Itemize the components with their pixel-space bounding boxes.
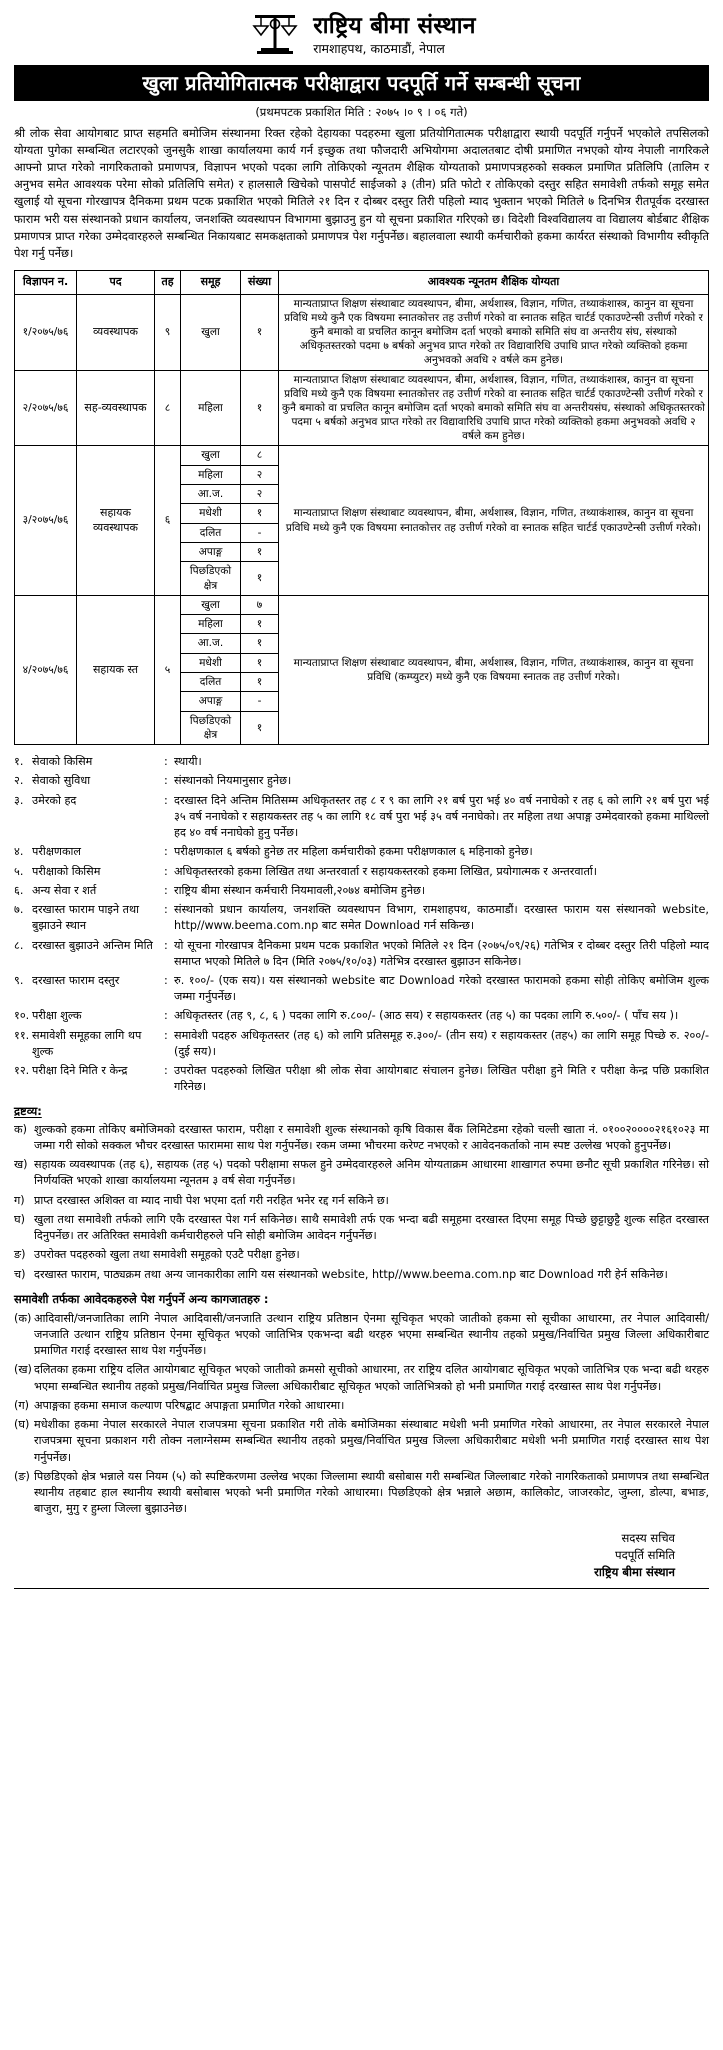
publish-date: (प्रथमपटक प्रकाशित मिति : २०७५ ।० ९ । ०६ गते) xyxy=(255,105,468,119)
cell-group: महिला xyxy=(181,465,241,484)
detail-colon: : xyxy=(164,1028,168,1042)
cell-count: १ xyxy=(241,370,279,446)
detail-colon: : xyxy=(164,774,168,788)
cell-count: १ xyxy=(241,562,279,596)
detail-number: २. xyxy=(14,774,24,788)
detail-value: यो सूचना गोरखापत्र दैनिकमा प्रथम पटक प्रकाशित भएको मितिले २१ दिन (२०७५/०९/२६) गतेभित्र र दोब्बर दस्तुर तिरी पहिलो म्याद समाप्त भएको मितिले ७ दिन (मिति २०७५/१०/०३) गतेभित्र दरखास्त बुझाउन सकिनेछ। xyxy=(174,938,709,968)
inclusive-title: समावेशी तर्फका आवेदकहरुले पेश गर्नुपर्ने अन्य कागजातहरु : xyxy=(14,1291,269,1306)
cell-group: महिला xyxy=(181,370,241,446)
detail-value: उपरोक्त पदहरुको लिखित परीक्षा श्री लोक सेवा आयोगबाट संचालन हुनेछ। लिखित परीक्षा हुने मिति र परीक्षा केन्द्र पछि प्रकाशित गरिनेछ। xyxy=(174,1064,709,1094)
detail-item xyxy=(14,883,709,899)
detail-item xyxy=(14,1008,709,1024)
organization-address: रामशाहपथ, काठमाडौं, नेपाल xyxy=(313,40,445,56)
note-item xyxy=(14,1157,709,1189)
cell-post: सहायक व्यवस्थापक xyxy=(77,446,155,595)
detail-label: परीक्षा शुल्क xyxy=(32,1009,82,1023)
cell-count: १ xyxy=(241,615,279,634)
note-text: प्राप्त दरखास्त अशिक्त वा म्याद नाघी पेश भएमा दर्ता गरी नरहित भनेर रद्द गर्न सकिने छ। xyxy=(34,1193,389,1207)
inclusive-item xyxy=(14,1311,709,1360)
signature-organization: राष्ट्रिय बीमा संस्थान xyxy=(594,1565,675,1580)
detail-label: परीक्षाको किसिम xyxy=(32,864,101,878)
cell-level: ६ xyxy=(155,446,181,595)
detail-item xyxy=(14,864,709,880)
th-post: पद xyxy=(77,270,155,294)
detail-item xyxy=(14,973,709,1005)
table-row xyxy=(15,294,709,370)
cell-post: सहायक स्त xyxy=(77,595,155,744)
cell-group: खुला xyxy=(181,446,241,465)
th-group: समूह xyxy=(181,270,241,294)
note-text: सहायक व्यवस्थापक (तह ६), सहायक (तह ५) पदको परीक्षामा सफल हुने उम्मेदवारहरुले अनिम योग्यताक्रम आधारमा शाखागत रुपमा छनौट सूची प्रकाशित गरिनेछ। सो निर्णयक्ति भएको शाखा कार्यालयमा न्यूनतम ३ वर्ष सेवा गर्नुपर्नेछ। xyxy=(34,1158,709,1188)
cell-ad-no: १/२०७५/७६ xyxy=(15,294,77,370)
signature-block xyxy=(14,1530,709,1582)
detail-item xyxy=(14,773,709,789)
detail-label: परीक्षा दिने मिति र केन्द्र xyxy=(32,1064,128,1078)
th-count: संख्या xyxy=(241,270,279,294)
detail-number: ६. xyxy=(14,883,24,897)
detail-colon: : xyxy=(164,1009,168,1023)
note-item xyxy=(14,1122,709,1154)
th-ad-no: विज्ञापन न. xyxy=(15,270,77,294)
detail-label: उमेरको हद xyxy=(32,793,77,807)
cell-count: १ xyxy=(241,634,279,653)
detail-value: स्थायी। xyxy=(174,755,202,769)
cell-group: अपाङ्ग xyxy=(181,692,241,711)
note-item xyxy=(14,1267,709,1283)
detail-value: रु. १००/- (एक सय)। यस संस्थानको website बाट Download गरेको दरखास्त फारामको हकमा सोही तोकिए बमोजिम शुल्क जम्मा गर्नुपर्नेछ। xyxy=(174,974,709,1004)
detail-number: १२. xyxy=(14,1064,30,1078)
detail-colon: : xyxy=(164,903,168,917)
cell-ad-no: ३/२०७५/७६ xyxy=(15,446,77,595)
cell-count: १ xyxy=(241,653,279,672)
intro-paragraph: श्री लोक सेवा आयोगबाट प्राप्त सहमति बमोजिम संस्थानमा रिक्त रहेको देहायका पदहरुमा खुला प्रतियोगितात्मक परीक्षाद्वारा स्थायी पदपूर्ति गर्नुपर्ने भएकोले तपसिलको योग्यता पुगेका सम्बन्धित लटारएको जुनसुकै शाखा कार्यालयमा कार्य गर्न इच्छुक तथा फौजदारी अभियोगमा अदालतबाट दोषी प्रमाणित नभएको योग्य नेपाली नागरिकले आफ्नो प्राप्त गरेको नागरिकताको प्रमाणपत्र, विज्ञापन भएको पदका लागि तोकिएको न्यूनतम शैक्षिक योग्यताको प्रमाणपत्रहरुको सक्कल प्रमाणित प्रतिलिपि (तालिम र अनुभव समेत आवश्यक परेमा सोको प्रतिलिपि समेत) र हालसालै खिचेको पासपोर्ट साईजको ३ (तीन) प्रति फोटो र तोकिएको दस्तुर सहित समावेशी तर्फको समूह समेत खुलाई यो सूचना गोरखापत्र दैनिकमा प्रथम पटक प्रकाशित भएको मितिले २१ दिन र दोब्बर दस्तुर तिरी पहिलो म्याद भुक्तान भएको मितिले ७ दिनभित्र रीतपूर्वक दरखास्त फाराम भरी यस संस्थानको प्रधान कार्यालय, जनशक्ति व्यवस्थापन विभागमा बुझाउनु हुन यो सूचना प्रकाशित गरिएको छ। विदेशी विश्वविद्यालय वा विद्यालय बोर्डबाट शैक्षिक प्रमाणपत्र प्राप्त गरेका उम्मेदवारहरुले सम्बन्धित निकायबाट समकक्षताको प्रमाणपत्र पेश गर्नुपर्नेछ। बहालवाला स्थायी कर्मचारीको हकमा कार्यरत संस्थाको विभागीय स्वीकृति पेश गर्नु पर्नेछ। xyxy=(14,126,709,260)
inclusive-text: दलितका हकमा राष्ट्रिय दलित आयोगबाट सूचिकृत भएको जातीको क्रमसो सूचीको आधारमा, तर राष्ट्रिय दलित आयोगबाट सूचिकृत भएको जातिभित्र एक भन्दा बढी थरहरु भएमा सम्बन्धित स्थानीय तहको प्रमुख/निर्वाचित प्रमुख जिल्ला अधिकारीबाट सूचिकृत भएको जातिभित्रको हो भनी प्रमाणित गराई दरखास्त साथ पेश गर्नुपर्नेछ। xyxy=(34,1363,709,1393)
cell-group: पिछडिएको क्षेत्र xyxy=(181,711,241,745)
detail-number: ४. xyxy=(14,845,24,859)
detail-value: दरखास्त दिने अन्तिम मितिसम्म अधिकृतस्तर तह ८ र ९ का लागि २१ बर्ष पुरा भई ४० वर्ष ननाघेको र तह ६ को लागि २१ बर्ष पुरा भई ३५ वर्ष ननाघेको र सहायकस्तर तह ५ का लागि १८ वर्ष पुरा भई ३५ वर्ष ननाघेको। तर महिला तथा अपाङ्ग उम्मेदवारको हकमा माथिल्लो हद ४० वर्ष ननाघेको हुनु पर्नेछ। xyxy=(174,793,709,840)
details-list xyxy=(14,754,709,1095)
detail-number: ९. xyxy=(14,974,24,987)
detail-label: दरखास्त बुझाउने अन्तिम मिति xyxy=(32,938,153,952)
inclusive-list xyxy=(14,1311,709,1518)
cell-count: - xyxy=(241,692,279,711)
inclusive-text: अपाङ्गका हकमा समाज कल्याण परिषद्बाट अपाङ्गता प्रमाणित गरेको आधारमा। xyxy=(34,1398,345,1412)
detail-value: समावेशी पदहरु अधिकृतस्तर (तह ६) को लागि प्रतिसमूह रु.३००/- (तीन सय) र सहायकस्तर (तह५) का लागि समूह पिच्छे रु. २००/- (दुई सय)। xyxy=(174,1028,709,1058)
cell-group: दलित xyxy=(181,523,241,542)
note-text: शुल्कको हकमा तोकिए बमोजिमको दरखास्त फाराम, परीक्षा र समावेशी शुल्क संस्थानको कृषि विकास बैंक लिमिटेडमा रहेको चल्ती खाता नं. ०१००२००००२१६१०२३ मा जम्मा गरी सोको सक्कल भौचर दरखास्त फाराममा साथ पेश गर्नुपर्नेछ। रकम जम्मा भौचरमा करेण्ट नभएको र आवेदनकर्ताको नाम स्पष्ट उल्लेख भएको हुनुपर्नेछ। xyxy=(34,1122,709,1152)
table-header-row xyxy=(15,270,709,294)
detail-colon: : xyxy=(164,938,168,952)
detail-value: संस्थानको प्रधान कार्यालय, जनशक्ति व्यवस्थापन विभाग, रामशाहपथ, काठमाडौं। दरखास्त फाराम यस संस्थानको website, http//www.beema.com.np बाट समेत Download गर्न सकिन्छ। xyxy=(174,903,709,933)
cell-group: खुला xyxy=(181,595,241,614)
detail-number: ११. xyxy=(14,1028,30,1042)
cell-group: अपाङ्ग xyxy=(181,542,241,561)
th-level: तह xyxy=(155,270,181,294)
cell-count: २ xyxy=(241,485,279,504)
note-item xyxy=(14,1212,709,1244)
detail-colon: : xyxy=(164,883,168,897)
cell-qualification: मान्यताप्राप्त शिक्षण संस्थाबाट व्यवस्थापन, बीमा, अर्थशास्त्र, विज्ञान, गणित, तथ्याकंशास्त्र, कानुन वा सूचना प्रविधि (कम्प्युटर) मध्ये कुनै एक विषयमा स्नातक तह उत्तीर्ण गरेको। xyxy=(279,595,709,744)
inclusive-text: आदिवासी/जनजातिका लागि नेपाल आदिवासी/जनजाति उत्थान राष्ट्रिय प्रतिष्ठान ऐनमा सूचिकृत भएको जातीको हकमा सो सूचीका आधारमा, तर नेपाल आदिवासी/जनजाति उत्थान राष्ट्रिय प्रतिष्ठान ऐनमा सूचिकृत भएको जातिभित्र एकभन्दा बढी थरहरु भएमा सम्बन्धित स्थानीय तहको प्रमुख/निर्वाचित प्रमुख जिल्ला अधिकारीबाट प्रमाणित गराई दरखास्त साथ पेश गर्नुपर्नेछ। xyxy=(34,1311,709,1358)
cell-count: १ xyxy=(241,504,279,523)
vacancy-table xyxy=(14,270,709,745)
cell-count: ७ xyxy=(241,595,279,614)
inclusive-text: पिछडिएको क्षेत्र भन्नाले यस नियम (५) को स्पष्टिकरणमा उल्लेख भएका जिल्लामा स्थायी बसोबास गरी सम्बन्धित जिल्लाबाट गरेको नागरिकताको प्रमाणपत्र तथा सम्बन्धित स्थानीय तहबाट हाल स्थानीय स्थायी बसोबास भएको भनी प्रमाणित गरेको आधारमा। पिछडिएको क्षेत्र भन्नाले अछाम, कालिकोट, जाजरकोट, जुम्ला, डोल्पा, बभाङ, बाजुरा, मुगु र हुम्ला जिल्ला बुझाउनेछ। xyxy=(34,1469,709,1516)
detail-number: ८. xyxy=(14,938,24,952)
detail-item xyxy=(14,844,709,860)
notes-list xyxy=(14,1122,709,1283)
inclusive-item xyxy=(14,1417,709,1466)
note-number: ग) xyxy=(14,1193,25,1207)
note-number: क) xyxy=(14,1122,27,1136)
detail-label: परीक्षणकाल xyxy=(32,845,82,859)
cell-count: १ xyxy=(241,711,279,745)
cell-group: महिला xyxy=(181,615,241,634)
detail-item xyxy=(14,902,709,934)
detail-item xyxy=(14,1063,709,1095)
detail-label: दरखास्त फाराम पाइने तथा बुझाउने स्थान xyxy=(32,903,140,933)
cell-count: १ xyxy=(241,294,279,370)
detail-number: ७. xyxy=(14,903,24,917)
note-text: उपरोक्त पदहरुको खुला तथा समावेशी समूहको एउटै परीक्षा हुनेछ। xyxy=(34,1248,300,1262)
cell-group: पिछडिएको क्षेत्र xyxy=(181,562,241,596)
cell-level: ५ xyxy=(155,595,181,744)
detail-item xyxy=(14,793,709,842)
inclusive-number: (ख) xyxy=(14,1363,32,1377)
detail-colon: : xyxy=(164,864,168,878)
cell-group: खुला xyxy=(181,294,241,370)
detail-label: अन्य सेवा र शर्त xyxy=(32,883,97,897)
bottom-divider xyxy=(14,1588,709,1589)
table-row xyxy=(15,446,709,465)
cell-qualification: मान्यताप्राप्त शिक्षण संस्थाबाट व्यवस्थापन, बीमा, अर्थशास्त्र, विज्ञान, गणित, तथ्याकंशास्त्र, कानुन वा सूचना प्रविधि मध्ये कुनै एक विषयमा स्नातकोत्तर तह उत्तीर्ण गरेको वा स्नातक सहित चार्टर्ड एकाउण्टेन्सी उत्तीर्ण गरेको र कुनै बमाको वा प्रचलित कानून बमोजिम दर्ता भएको बमाको समिति संघ वा अन्तरीय संघ, संस्थाको अधिकृतस्तरको पदमा ७ बर्षको अनुभव प्राप्त गरेको तर विद्यावारिधि उपाधि प्राप्त गरेको व्यक्तिको हकमा अनुभवको अवधि २ वर्षले कम हुनेछ। xyxy=(279,294,709,370)
cell-group: मधेशी xyxy=(181,653,241,672)
cell-post: व्यवस्थापक xyxy=(77,294,155,370)
notes-title: द्रष्टव्य: xyxy=(14,1103,42,1118)
detail-item xyxy=(14,938,709,970)
inclusive-item xyxy=(14,1398,709,1414)
note-item xyxy=(14,1193,709,1209)
inclusive-number: (ङ) xyxy=(14,1469,30,1483)
inclusive-text: मधेशीका हकमा नेपाल सरकारले नेपाल राजपत्रमा सूचना प्रकाशित गरी तोके बमोजिमका संस्थाबाट मधेशी भनी प्रमाणित गरेको आधारमा, तर नेपाल सरकारले नेपाल राजपत्रमा सूचना प्रकाशन गरी तोक्न नलाग्नेसम्म सम्बन्धित स्थानीय तहको प्रमुख/निर्वाचित प्रमुख जिल्ला अधिकारीबाट मधेशी भनी प्रमाणित गराई दरखास्त साथ पेश गर्नुपर्नेछ। xyxy=(34,1418,709,1464)
note-text: दरखास्त फाराम, पाठ्यक्रम तथा अन्य जानकारीका लागि यस संस्थानको website, http//www.beema.com.np बाट Download गरी हेर्न सकिनेछ। xyxy=(34,1267,668,1281)
cell-ad-no: २/२०७५/७६ xyxy=(15,370,77,446)
detail-number: १०. xyxy=(14,1009,30,1023)
cell-level: ८ xyxy=(155,370,181,446)
note-number: ख) xyxy=(14,1158,28,1172)
cell-count: २ xyxy=(241,465,279,484)
detail-colon: : xyxy=(164,793,168,807)
th-qualification: आवश्यक न्यूनतम शैक्षिक योग्यता xyxy=(279,270,709,294)
note-item xyxy=(14,1247,709,1263)
inclusive-item xyxy=(14,1362,709,1394)
signature-committee: पदपूर्ति समिति xyxy=(614,1547,675,1562)
table-row xyxy=(15,595,709,614)
cell-post: सह-व्यवस्थापक xyxy=(77,370,155,446)
detail-colon: : xyxy=(164,1064,168,1078)
detail-item xyxy=(14,754,709,770)
detail-item xyxy=(14,1028,709,1060)
inclusive-number: (घ) xyxy=(14,1418,30,1432)
cell-group: आ.ज. xyxy=(181,634,241,653)
organization-title: राष्ट्रिय बीमा संस्थान xyxy=(313,13,476,40)
cell-count: १ xyxy=(241,542,279,561)
detail-value: अधिकृतस्तर (तह ९, ८, ६ ) पदका लागि रु.८००/- (आठ सय) र सहायकस्तर (तह ५) का पदका लागि रु.५००/- ( पाँच सय )। xyxy=(174,1009,679,1023)
cell-qualification: मान्यताप्राप्त शिक्षण संस्थाबाट व्यवस्थापन, बीमा, अर्थशास्त्र, विज्ञान, गणित, तथ्याकंशास्त्र, कानुन वा सूचना प्रविधि मध्ये कुनै एक विषयमा स्नातकोत्तर तह उत्तीर्ण गरेको वा स्नातक सहित चार्टर्ड एकाउण्टेन्सी उत्तीर्ण गरेको। xyxy=(279,446,709,595)
detail-value: परीक्षणकाल ६ बर्षको हुनेछ तर महिला कर्मचारीको हकमा परीक्षणकाल ६ महिनाको हुनेछ। xyxy=(174,845,533,859)
detail-value: संस्थानको नियमानुसार हुनेछ। xyxy=(174,774,292,788)
detail-label: सेवाको किसिम xyxy=(32,755,93,769)
detail-label: समावेशी समूहका लागि थप शुल्क xyxy=(32,1028,142,1058)
detail-number: ३. xyxy=(14,793,24,807)
cell-group: दलित xyxy=(181,673,241,692)
note-number: घ) xyxy=(14,1212,25,1226)
signature-designation: सदस्य सचिव xyxy=(621,1530,675,1545)
detail-number: १. xyxy=(14,755,24,769)
inclusive-number: (क) xyxy=(14,1311,32,1325)
scales-of-justice-emblem-icon xyxy=(247,12,303,58)
cell-qualification: मान्यताप्राप्त शिक्षण संस्थाबाट व्यवस्थापन, बीमा, अर्थशास्त्र, विज्ञान, गणित, तथ्याकंशास्त्र, कानुन वा सूचना प्रविधि मध्ये कुनै एक विषयमा स्नातकोत्तर तह उत्तीर्ण गरेको वा स्नातक सहित चार्टर्ड एकाउण्टेन्सी उत्तीर्ण गरेको र कुनै बमाको वा प्रचलित कानून बमोजिम दर्ता भएको बमाको समिति संघ वा अन्तरीयसंघ, संस्थाको अधिकृतस्तरको पदमा ५ बर्षको अनुभव प्राप्त गरेको तर विद्यावारिधि उपाधि प्राप्त गरेको व्यक्तिको हकमा अनुभवको अवधि २ वर्षले कम हुनेछ। xyxy=(279,370,709,446)
inclusive-number: (ग) xyxy=(14,1398,30,1412)
cell-group: आ.ज. xyxy=(181,485,241,504)
detail-colon: : xyxy=(164,755,168,769)
detail-value: अधिकृतस्तरको हकमा लिखित तथा अन्तरवार्ता र सहायकस्तरको हकमा लिखित, प्रयोगात्मक र अन्तरवार्ता। xyxy=(174,864,597,878)
inclusive-item xyxy=(14,1469,709,1518)
cell-count: ८ xyxy=(241,446,279,465)
organization-names xyxy=(313,14,476,55)
note-number: च) xyxy=(14,1267,26,1281)
detail-label: दरखास्त फाराम दस्तुर xyxy=(32,974,120,987)
notice-title-band: खुला प्रतियोगितात्मक परीक्षाद्वारा पदपूर्ति गर्ने सम्बन्धी सूचना xyxy=(14,65,709,101)
cell-count: - xyxy=(241,523,279,542)
cell-count: १ xyxy=(241,673,279,692)
detail-label: सेवाको सुविधा xyxy=(32,774,91,788)
cell-ad-no: ४/२०७५/७६ xyxy=(15,595,77,744)
note-number: ङ) xyxy=(14,1248,26,1262)
note-text: खुला तथा समावेशी तर्फको लागि एकै दरखास्त पेश गर्न सकिनेछ। साथै समावेशी तर्फ एक भन्दा बढी समूहमा दरखास्त दिएमा समूह पिच्छे छुट्टाछुट्टै शुल्क सहित दरखास्त दिनुपर्नेछ। तर अतिरिक्त समावेशी कर्मचारीहरुले पनि सोही बमोजिम आवेदन गर्नुपर्नेछ। xyxy=(34,1212,709,1243)
table-row xyxy=(15,370,709,446)
detail-colon: : xyxy=(164,845,168,859)
detail-number: ५. xyxy=(14,864,24,878)
cell-group: मधेशी xyxy=(181,504,241,523)
cell-level: ९ xyxy=(155,294,181,370)
organization-header xyxy=(14,10,709,62)
detail-colon: : xyxy=(164,974,168,987)
detail-value: राष्ट्रिय बीमा संस्थान कर्मचारी नियमावली,२०७४ बमोजिम हुनेछ। xyxy=(174,883,426,897)
